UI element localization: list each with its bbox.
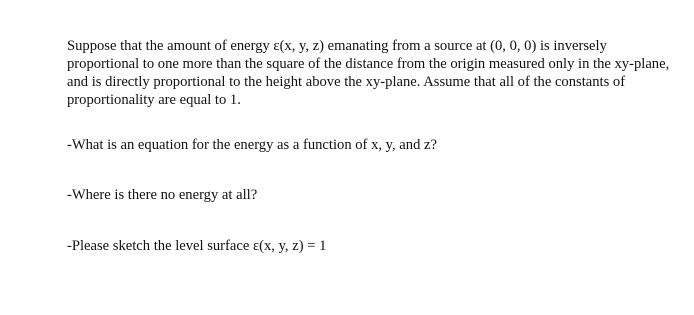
- question-energy-equation: -What is an equation for the energy as a function of x, y, and z?: [67, 137, 437, 153]
- question-level-surface: -Please sketch the level surface ε(x, y, z) = 1: [67, 238, 327, 254]
- question-no-energy: -Where is there no energy at all?: [67, 187, 258, 203]
- problem-document: [67, 37, 677, 255]
- intro-paragraph: Suppose that the amount of energy ε(x, y, z) emanating from a source at (0, 0, 0) is inversely proportional to one more than the square of the distance from the origin measured only in the xy-plane, and is directly proportional to the height above the xy-plane. Assume that all of the constants of proportionality are equal to 1.: [67, 38, 670, 108]
